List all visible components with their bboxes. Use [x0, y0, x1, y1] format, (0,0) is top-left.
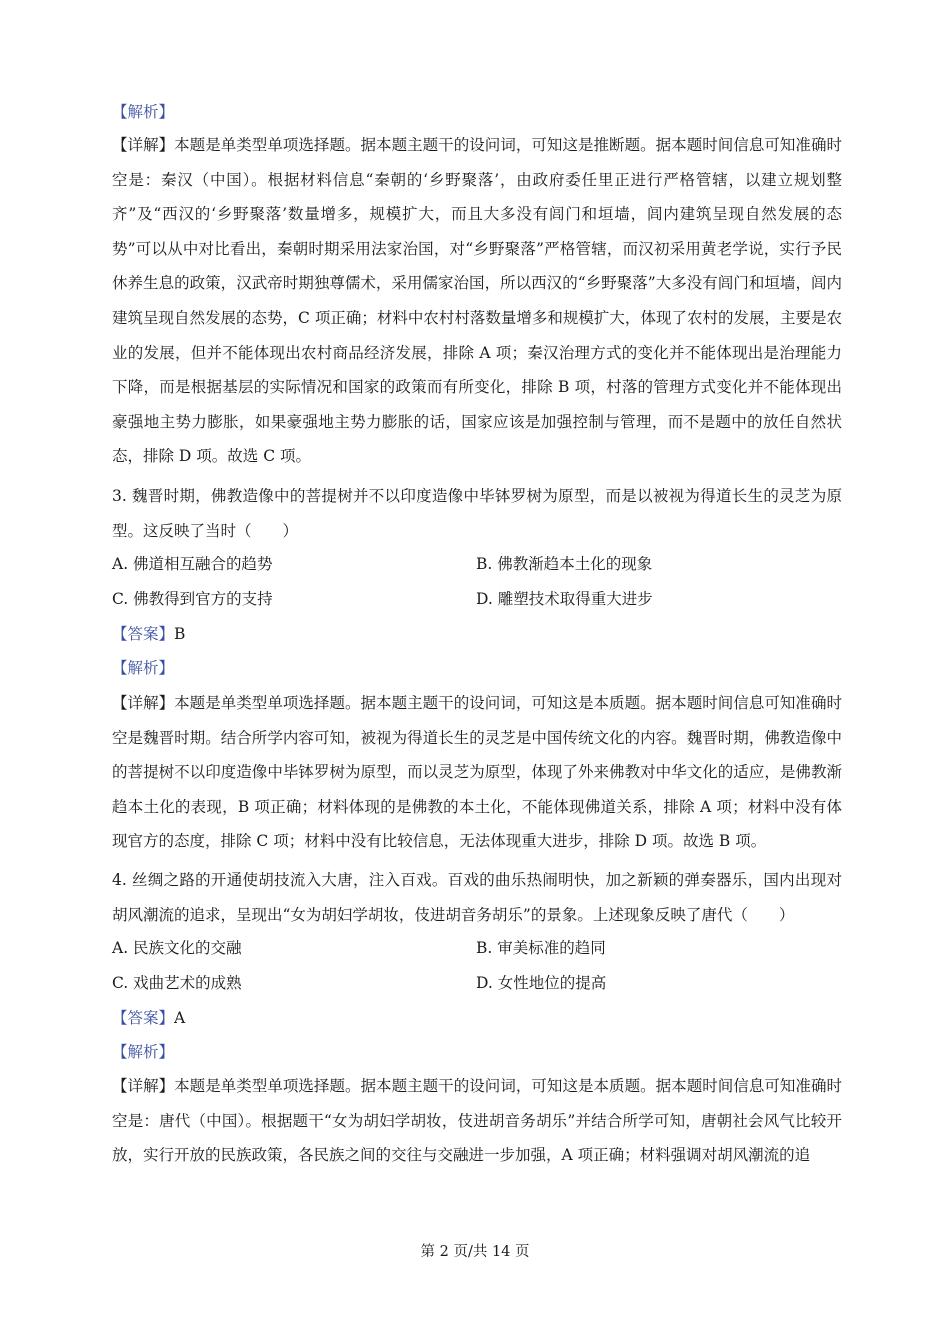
q3-detail-paragraph: [112, 686, 842, 859]
q3-stem: [112, 479, 842, 548]
q2-detail-paragraph: [112, 128, 842, 474]
q3-option-b: B. 佛教渐趋本土化的现象: [476, 555, 653, 573]
q3-answer-value: B: [174, 625, 186, 643]
q2-analysis-heading: [112, 95, 842, 129]
q4-option-d: D. 女性地位的提高: [476, 974, 607, 992]
q4-stem: [112, 863, 842, 932]
q4-answer-value: A: [174, 1009, 186, 1027]
q2-detail-label: 【详解】: [112, 136, 175, 154]
q4-analysis-heading: [112, 1035, 842, 1069]
q2-analysis-label: 【解析】: [112, 103, 175, 121]
q3-option-d: D. 雕塑技术取得重大进步: [476, 590, 653, 608]
q4-detail-label: 【详解】: [112, 1077, 175, 1095]
q3-answer-label: 【答案】: [112, 625, 175, 643]
q3-option-a: A. 佛道相互融合的趋势: [112, 555, 273, 573]
q3-options-row-1: [112, 547, 842, 581]
q3-analysis-heading: [112, 651, 842, 685]
q4-detail-text: 本题是单类型单项选择题。据本题主题干的设问词，可知这是本质题。据本题时间信息可知准确时空是：唐代（中国）。根据题干“女为胡妇学胡妆，伎进胡音务胡乐”并结合所学可知，唐朝社会风气比较开放，实行开放的民族政策，各民族之间的交往与交融进一步加强，A 项正确；材料强调对胡风潮流的追: [112, 1077, 842, 1165]
page-number-footer: 第 2 页/共 14 页: [420, 1244, 530, 1260]
q4-answer: [112, 1001, 842, 1035]
q4-options-row-2: [112, 966, 842, 1000]
q4-analysis-label: 【解析】: [112, 1043, 175, 1061]
q3-options-row-2: [112, 582, 842, 616]
q4-stem-text: 4. 丝绸之路的开通使胡技流入大唐，注入百戏。百戏的曲乐热闹明快，加之新颖的弹奏器乐，国内出现对胡风潮流的追求，呈现出“女为胡妇学胡妆，伎进胡音务胡乐”的景象。上述现象反映了唐代（ ）: [112, 871, 842, 924]
q2-detail-text: 本题是单类型单项选择题。据本题主题干的设问词，可知这是推断题。据本题时间信息可知准确时空是：秦汉（中国）。根据材料信息“秦朝的‘乡野聚落’，由政府委任里正进行严格管辖，以建立规划整齐”及“西汉的‘乡野聚落’数量增多，规模扩大，而且大多没有闾门和垣墙，闾内建筑呈现自然发展的态势”可以从中对比看出，秦朝时期采用法家治国，对“乡野聚落”严格管辖，而汉初采用黄老学说，实行予民休养生息的政策，汉武帝时期独尊儒术，采用儒家治国，所以西汉的“乡野聚落”大多没有闾门和垣墙，闾内建筑呈现自然发展的态势，C 项正确；材料中农村村落数量增多和规模扩大，体现了农村的发展，主要是农业的发展，但并不能体现出农村商品经济发展，排除 A 项；秦汉治理方式的变化并不能体现出是治理能力下降，而是根据基层的实际情况和国家的政策而有所变化，排除 B 项，村落的管理方式变化并不能体现出豪强地主势力膨胀，如果豪强地主势力膨胀的话，国家应该是加强控制与管理，而不是题中的放任自然状态，排除 D 项。故选 C 项。: [112, 136, 842, 466]
q4-option-a: A. 民族文化的交融: [112, 939, 242, 957]
q3-stem-text: 3. 魏晋时期，佛教造像中的菩提树并不以印度造像中毕钵罗树为原型，而是以被视为得道长生的灵芝为原型。这反映了当时（ ）: [112, 487, 842, 540]
q3-analysis-label: 【解析】: [112, 659, 175, 677]
q3-detail-text: 本题是单类型单项选择题。据本题主题干的设问词，可知这是本质题。据本题时间信息可知准确时空是魏晋时期。结合所学内容可知，被视为得道长生的灵芝是中国传统文化的内容。魏晋时期，佛教造像中的菩提树不以印度造像中毕钵罗树为原型，而以灵芝为原型，体现了外来佛教对中华文化的适应，是佛教渐趋本土化的表现，B 项正确；材料体现的是佛教的本土化，不能体现佛道关系，排除 A 项；材料中没有体现官方的态度，排除 C 项；材料中没有比较信息，无法体现重大进步，排除 D 项。故选 B 项。: [112, 694, 842, 851]
q4-options-row-1: [112, 931, 842, 965]
q4-detail-paragraph: [112, 1069, 842, 1173]
q4-option-b: B. 审美标准的趋同: [476, 939, 606, 957]
q3-option-c: C. 佛教得到官方的支持: [112, 590, 273, 608]
q3-detail-label: 【详解】: [112, 694, 175, 712]
q4-option-c: C. 戏曲艺术的成熟: [112, 974, 242, 992]
q3-answer: [112, 617, 842, 651]
q4-answer-label: 【答案】: [112, 1009, 175, 1027]
